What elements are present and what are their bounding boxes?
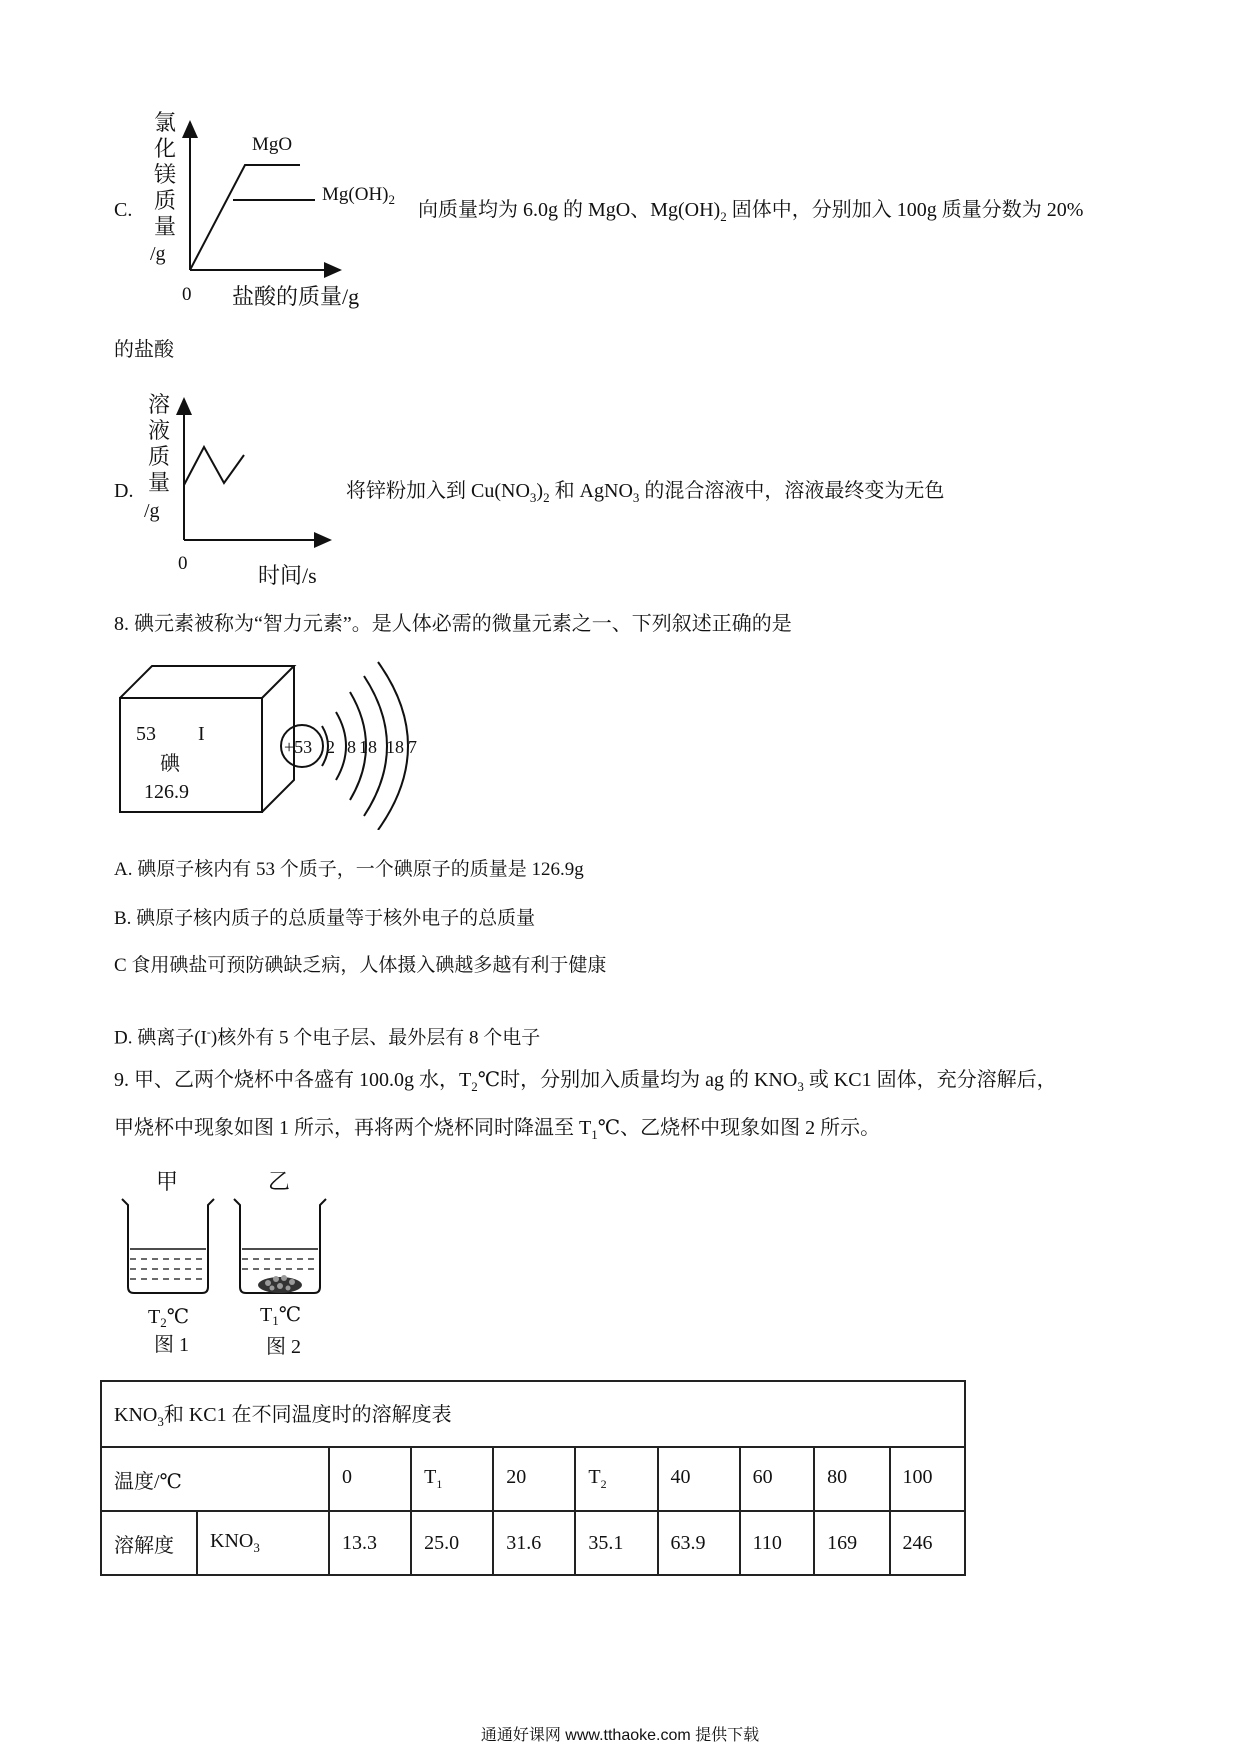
beaker-2-temp: $T_1℃$ — [260, 1304, 302, 1328]
temp-cell: $T_1$ — [411, 1447, 493, 1511]
shell-electrons-4: 18 — [386, 737, 404, 757]
temp-cell: 0 — [329, 1447, 411, 1511]
iodine-figure — [112, 640, 432, 830]
label-mgo: MgO — [252, 134, 293, 155]
chart-c-mgcl2 — [140, 100, 410, 315]
option-c-description: 向质量均为 6.0g 的 MgO、$Mg(OH)_2$ 固体中，分别加入 100g 质量分数为 20% — [418, 199, 1084, 224]
element-cell-front — [120, 698, 262, 812]
chart-d-ylabel-3: 质 — [148, 444, 171, 469]
substance-label: $KNO_3$ — [197, 1511, 329, 1575]
chart-d-solution-mass — [140, 385, 340, 590]
option-d-description: 将锌粉加入到 $Cu(NO_3)_2$ 和 AgNO$_3$ 的混合溶液中，溶液最终变为无色 — [346, 480, 945, 505]
beaker-1-temp: $T_2℃$ — [148, 1306, 190, 1330]
q8-option-a: A. 碘原子核内有 53 个质子，一个碘原子的质量是 126.9g — [114, 859, 584, 880]
temp-cell: 60 — [740, 1447, 814, 1511]
shell-arc-2 — [336, 712, 346, 780]
beaker-1-label: 甲 — [156, 1169, 179, 1194]
line-mgo — [190, 165, 300, 270]
table-title: $KNO_3$和 KC1 在不同温度时的溶解度表 — [101, 1381, 965, 1447]
q8-option-d: D. 碘离子(I-)核外有 5 个电子层、最外层有 8 个电子 — [114, 1025, 541, 1049]
solubility-label: 溶解度 — [101, 1511, 197, 1575]
element-symbol: I — [198, 723, 205, 745]
beaker-2-label: 乙 — [268, 1169, 291, 1194]
beakers-figure — [112, 1165, 352, 1370]
q8-option-c: C 食用碘盐可预防碘缺乏病，人体摄入碘越多越有利于健康 — [114, 955, 607, 976]
crystal-precipitate — [258, 1275, 302, 1293]
value-cell: 110 — [740, 1511, 814, 1575]
chart-c-ylabel-4: 质 — [154, 188, 177, 213]
figure-2-caption: 图 2 — [266, 1336, 301, 1358]
shell-electrons-5: 7 — [408, 737, 417, 757]
value-cell: 63.9 — [658, 1511, 740, 1575]
chart-d-ylabel-1: 溶 — [148, 392, 171, 417]
option-c-description-cont: 的盐酸 — [114, 339, 174, 361]
q8-stem: 8. 碘元素被称为“智力元素”。是人体必需的微量元素之一、下列叙述正确的是 — [114, 613, 792, 635]
value-cell: 25.0 — [411, 1511, 493, 1575]
q8-option-b: B. 碘原子核内质子的总质量等于核外电子的总质量 — [114, 908, 536, 929]
shell-electrons-2: 8 — [347, 737, 356, 757]
chart-c-ylabel-5: 量 — [154, 214, 177, 239]
q9-stem-line2: 甲烧杯中现象如图 1 所示，再将两个烧杯同时降温至 $T_1℃$、乙烧杯中现象如图 2 所示。 — [114, 1117, 881, 1142]
value-cell: 246 — [890, 1511, 966, 1575]
temperature-header: 温度/℃ — [101, 1447, 329, 1511]
chart-d-ylabel-2: 液 — [148, 418, 171, 443]
value-cell: 13.3 — [329, 1511, 411, 1575]
value-cell: 31.6 — [493, 1511, 575, 1575]
value-cell: 169 — [814, 1511, 889, 1575]
chart-d-ylabel-4: 量 — [148, 470, 171, 495]
option-c-letter: C. — [114, 199, 133, 221]
label-mgoh2: $Mg(OH)_2$ — [322, 184, 395, 207]
page-footer: 通通好课网 www.tthaoke.com 提供下载 — [480, 1727, 760, 1744]
value-cell: 35.1 — [575, 1511, 657, 1575]
temp-cell: $T_2$ — [575, 1447, 657, 1511]
q9-stem-line1: 9. 甲、乙两个烧杯中各盛有 100.0g 水，$T_2℃$时，分别加入质量均为 ag 的 $KNO_3$ 或 KC1 固体，充分溶解后， — [114, 1069, 1057, 1094]
table-row-kno3 — [101, 1511, 965, 1575]
chart-d-xlabel: 时间/s — [258, 563, 317, 588]
temp-cell: 80 — [814, 1447, 889, 1511]
table-title-row — [101, 1381, 965, 1447]
chart-c-ylabel-1: 氯 — [154, 110, 177, 135]
chart-c-xlabel: 盐酸的质量/g — [232, 284, 360, 309]
chart-c-ylabel-2: 化 — [154, 136, 177, 161]
element-cell-top — [120, 666, 294, 698]
chart-d-ylabel-5: /g — [144, 500, 160, 522]
chart-c-ylabel-6: /g — [150, 243, 166, 265]
shell-electrons-1: 2 — [326, 737, 335, 757]
figure-1-caption: 图 1 — [154, 1334, 189, 1356]
shell-electrons-3: 18 — [359, 737, 377, 757]
temp-cell: 20 — [493, 1447, 575, 1511]
element-name: 碘 — [160, 753, 180, 775]
option-d-letter: D. — [114, 480, 134, 502]
solubility-table — [100, 1380, 966, 1576]
temp-cell: 40 — [658, 1447, 740, 1511]
chart-d-origin: 0 — [178, 553, 188, 574]
temp-cell: 100 — [890, 1447, 966, 1511]
nucleus-charge: +53 — [284, 737, 313, 757]
chart-c-origin: 0 — [182, 284, 192, 305]
atomic-number: 53 — [136, 723, 156, 745]
atomic-mass: 126.9 — [144, 781, 189, 803]
table-row-temperature — [101, 1447, 965, 1511]
chart-c-ylabel-3: 镁 — [154, 162, 177, 187]
line-solution-mass — [184, 447, 244, 485]
